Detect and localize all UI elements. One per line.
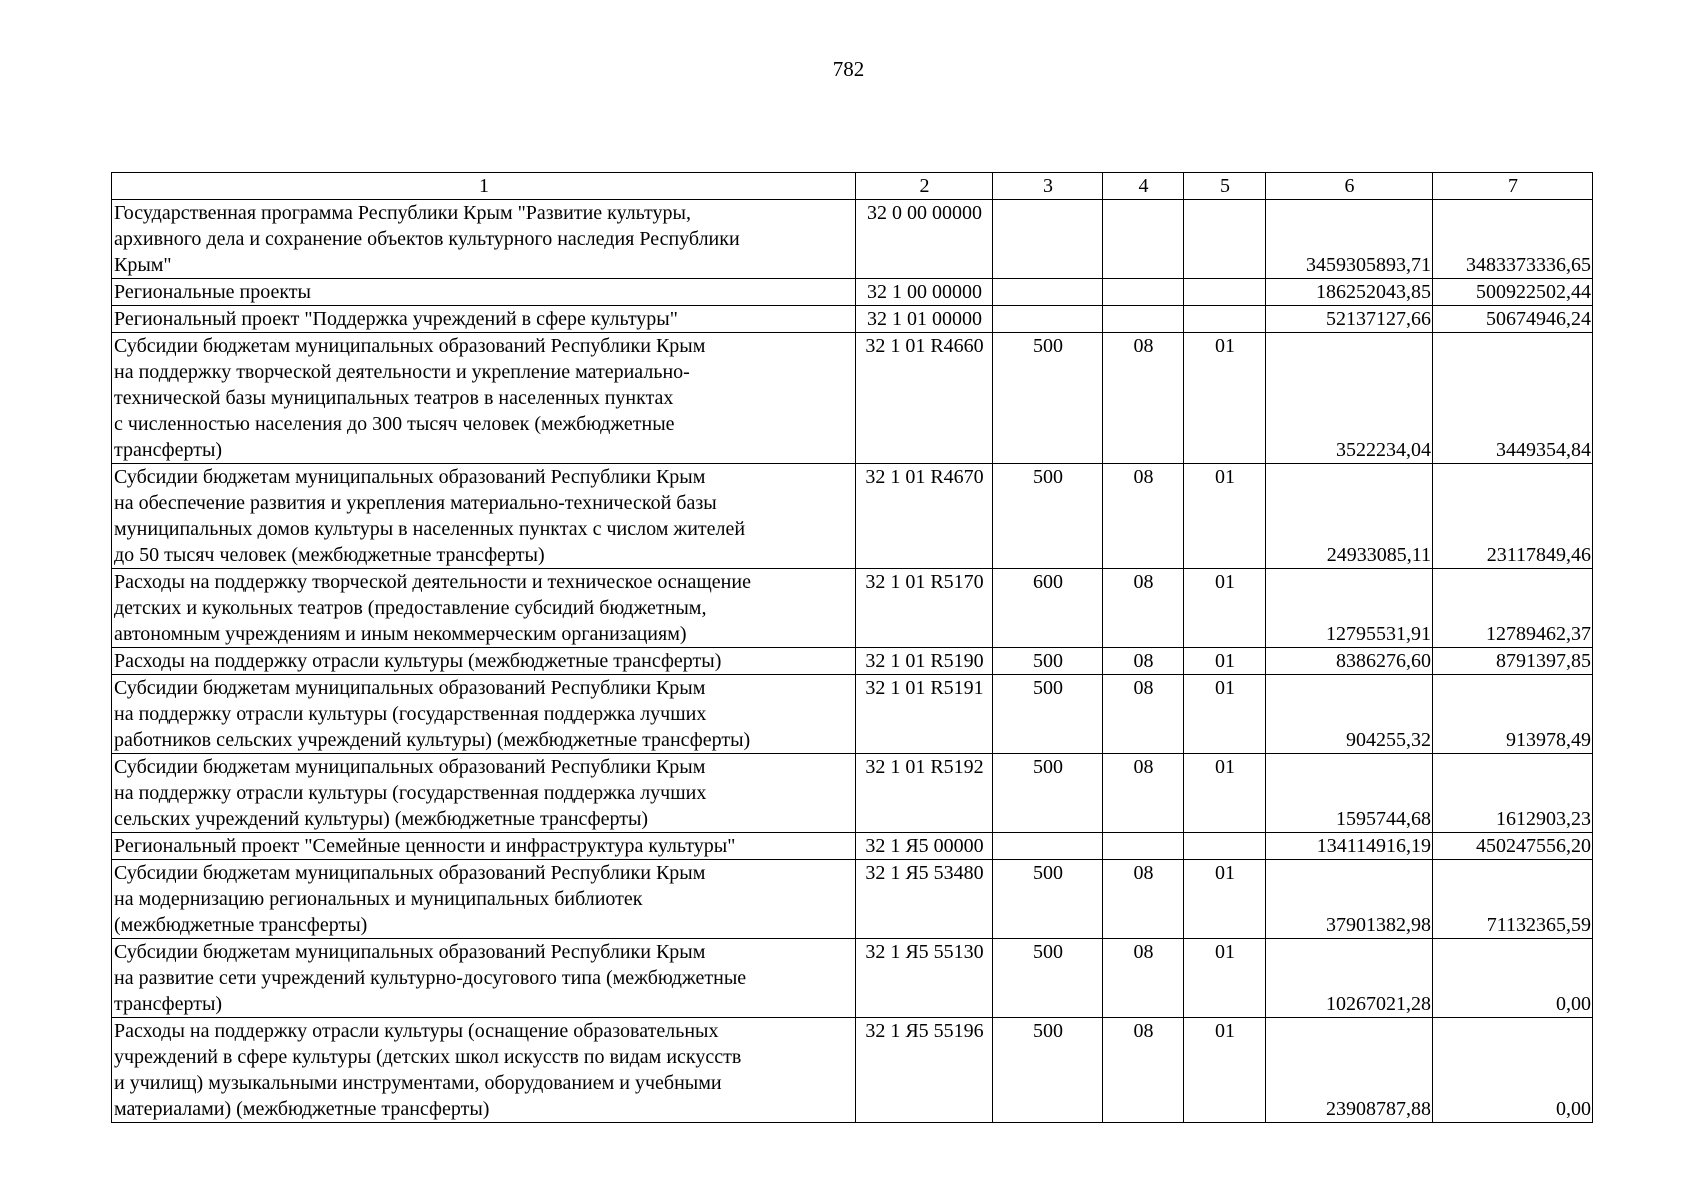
row-code: 32 1 Я5 53480 [856,860,993,939]
row-code: 32 0 00 00000 [856,200,993,279]
header-cell-7: 7 [1433,173,1593,200]
header-cell-5: 5 [1184,173,1266,200]
table-row [112,306,1593,333]
description-line: Субсидии бюджетам муниципальных образований Республики Крым [114,335,706,357]
description-line: автономным учреждениям и иным некоммерческим организациям) [114,623,687,645]
row-subsection: 01 [1184,860,1266,939]
description-line: и училищ) музыкальными инструментами, оборудованием и учебными [114,1072,722,1094]
row-amount-col6: 52137127,66 [1266,306,1433,333]
row-amount-col7: 500922502,44 [1433,279,1593,306]
table-row [112,939,1593,1018]
row-code: 32 1 01 R4670 [856,464,993,569]
row-section: 08 [1103,464,1184,569]
description-line: Расходы на поддержку отрасли культуры (межбюджетные трансферты) [114,650,722,672]
row-expense-type: 500 [993,860,1103,939]
row-amount-col6: 3522234,04 [1266,333,1433,464]
description-line: Региональные проекты [114,281,311,303]
row-expense-type [993,306,1103,333]
row-expense-type [993,200,1103,279]
row-description [112,754,856,833]
page-number: 782 [832,57,865,81]
header-cell-1: 1 [112,173,856,200]
row-amount-col7: 450247556,20 [1433,833,1593,860]
row-section: 08 [1103,1018,1184,1123]
description-line: Региональный проект "Поддержка учреждений в сфере культуры" [114,308,678,330]
row-code: 32 1 00 00000 [856,279,993,306]
header-cell-6: 6 [1266,173,1433,200]
description-line: муниципальных домов культуры в населенных пунктах с числом жителей [114,518,746,540]
description-line: на модернизацию региональных и муниципальных библиотек [114,888,643,910]
row-description [112,833,856,860]
row-section: 08 [1103,333,1184,464]
row-code: 32 1 01 R5192 [856,754,993,833]
row-amount-col7: 50674946,24 [1433,306,1593,333]
description-line: Субсидии бюджетам муниципальных образований Республики Крым [114,677,706,699]
row-subsection: 01 [1184,939,1266,1018]
table-row [112,279,1593,306]
row-description [112,648,856,675]
row-description [112,306,856,333]
row-amount-col7: 23117849,46 [1433,464,1593,569]
row-section: 08 [1103,939,1184,1018]
row-amount-col6: 24933085,11 [1266,464,1433,569]
description-line: (межбюджетные трансферты) [114,914,368,936]
row-expense-type: 600 [993,569,1103,648]
row-section: 08 [1103,754,1184,833]
table-row [112,333,1593,464]
description-line: технической базы муниципальных театров в населенных пунктах [114,387,674,409]
row-section [1103,833,1184,860]
header-cell-3: 3 [993,173,1103,200]
description-line: Субсидии бюджетам муниципальных образований Республики Крым [114,466,706,488]
row-expense-type: 500 [993,464,1103,569]
row-expense-type [993,833,1103,860]
description-line: детских и кукольных театров (предоставление субсидий бюджетным, [114,597,707,619]
row-amount-col6: 3459305893,71 [1266,200,1433,279]
row-subsection: 01 [1184,333,1266,464]
description-line: Крым" [114,254,172,276]
table-row [112,675,1593,754]
row-expense-type: 500 [993,675,1103,754]
budget-table [111,172,1593,1123]
description-line: на развитие сети учреждений культурно-досугового типа (межбюджетные [114,967,747,989]
row-description [112,860,856,939]
row-code: 32 1 Я5 00000 [856,833,993,860]
row-subsection [1184,279,1266,306]
row-section [1103,306,1184,333]
row-amount-col7: 12789462,37 [1433,569,1593,648]
row-description [112,464,856,569]
row-expense-type: 500 [993,1018,1103,1123]
row-amount-col7: 3449354,84 [1433,333,1593,464]
row-subsection: 01 [1184,569,1266,648]
row-expense-type: 500 [993,754,1103,833]
row-description [112,333,856,464]
row-code: 32 1 01 R5190 [856,648,993,675]
row-subsection [1184,306,1266,333]
header-cell-2: 2 [856,173,993,200]
row-description [112,1018,856,1123]
description-line: на поддержку творческой деятельности и укрепление материально- [114,361,690,383]
row-description [112,200,856,279]
description-line: с численностью населения до 300 тысяч человек (межбюджетные [114,413,675,435]
description-line: работников сельских учреждений культуры) (межбюджетные трансферты) [114,729,751,751]
row-description [112,939,856,1018]
row-description [112,279,856,306]
row-subsection: 01 [1184,464,1266,569]
description-line: на поддержку отрасли культуры (государственная поддержка лучших [114,782,707,804]
row-amount-col7: 8791397,85 [1433,648,1593,675]
description-line: на обеспечение развития и укрепления материально-технической базы [114,492,717,514]
row-expense-type [993,279,1103,306]
row-section: 08 [1103,648,1184,675]
row-expense-type: 500 [993,939,1103,1018]
description-line: Субсидии бюджетам муниципальных образований Республики Крым [114,756,706,778]
row-amount-col6: 904255,32 [1266,675,1433,754]
row-section [1103,279,1184,306]
row-description [112,569,856,648]
description-line: трансферты) [114,993,223,1015]
table-row [112,860,1593,939]
row-code: 32 1 01 00000 [856,306,993,333]
row-amount-col6: 23908787,88 [1266,1018,1433,1123]
row-code: 32 1 01 R5170 [856,569,993,648]
row-amount-col6: 8386276,60 [1266,648,1433,675]
row-description [112,675,856,754]
description-line: Расходы на поддержку творческой деятельности и техническое оснащение [114,571,751,593]
table-row [112,754,1593,833]
row-subsection: 01 [1184,754,1266,833]
description-line: архивного дела и сохранение объектов культурного наследия Республики [114,228,740,250]
row-code: 32 1 Я5 55130 [856,939,993,1018]
description-line: материалами) (межбюджетные трансферты) [114,1098,490,1120]
row-section: 08 [1103,860,1184,939]
row-subsection: 01 [1184,675,1266,754]
description-line: до 50 тысяч человек (межбюджетные трансферты) [114,544,545,566]
row-amount-col7: 1612903,23 [1433,754,1593,833]
row-expense-type: 500 [993,648,1103,675]
row-code: 32 1 Я5 55196 [856,1018,993,1123]
row-amount-col6: 1595744,68 [1266,754,1433,833]
table-row [112,464,1593,569]
row-amount-col7: 913978,49 [1433,675,1593,754]
row-section: 08 [1103,675,1184,754]
description-line: сельских учреждений культуры) (межбюджетные трансферты) [114,808,649,830]
table-row [112,569,1593,648]
row-amount-col7: 0,00 [1433,939,1593,1018]
row-subsection [1184,200,1266,279]
table-header-row [112,173,1593,200]
description-line: Государственная программа Республики Крым "Развитие культуры, [114,202,691,224]
row-amount-col6: 186252043,85 [1266,279,1433,306]
header-cell-4: 4 [1103,173,1184,200]
description-line: Субсидии бюджетам муниципальных образований Республики Крым [114,862,706,884]
row-amount-col6: 12795531,91 [1266,569,1433,648]
row-section [1103,200,1184,279]
row-expense-type: 500 [993,333,1103,464]
table-row [112,1018,1593,1123]
row-amount-col6: 37901382,98 [1266,860,1433,939]
table-row [112,833,1593,860]
row-code: 32 1 01 R4660 [856,333,993,464]
description-line: трансферты) [114,439,223,461]
row-subsection: 01 [1184,1018,1266,1123]
row-amount-col7: 0,00 [1433,1018,1593,1123]
description-line: учреждений в сфере культуры (детских школ искусств по видам искусств [114,1046,742,1068]
row-amount-col6: 134114916,19 [1266,833,1433,860]
row-amount-col7: 71132365,59 [1433,860,1593,939]
row-section: 08 [1103,569,1184,648]
row-amount-col7: 3483373336,65 [1433,200,1593,279]
table-row [112,200,1593,279]
table-row [112,648,1593,675]
row-subsection: 01 [1184,648,1266,675]
row-subsection [1184,833,1266,860]
description-line: Региональный проект "Семейные ценности и инфраструктура культуры" [114,835,736,857]
row-code: 32 1 01 R5191 [856,675,993,754]
description-line: Расходы на поддержку отрасли культуры (оснащение образовательных [114,1020,719,1042]
row-amount-col6: 10267021,28 [1266,939,1433,1018]
description-line: на поддержку отрасли культуры (государственная поддержка лучших [114,703,707,725]
description-line: Субсидии бюджетам муниципальных образований Республики Крым [114,941,706,963]
